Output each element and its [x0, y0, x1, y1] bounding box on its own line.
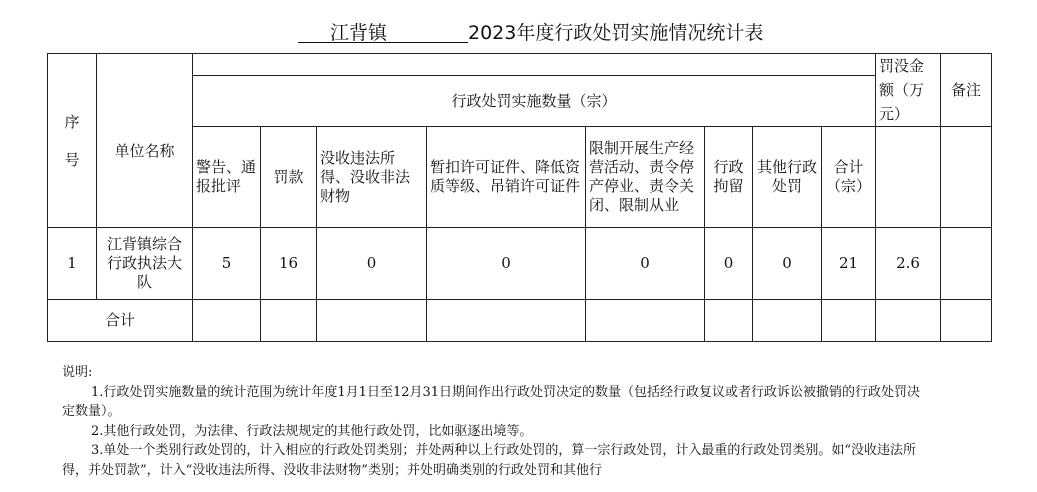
- header-suspension-label: 暂扣许可证件、降低资质等级、吊销许可证件: [430, 158, 581, 195]
- total-cell: [427, 300, 586, 342]
- header-suspension: [427, 127, 586, 228]
- header-amount-blank: [876, 127, 941, 228]
- note-item-2: 2.其他行政处罚，为法律、行政法规规定的其他行政处罚，比如驱逐出境等。: [91, 423, 533, 439]
- header-remark: [941, 54, 992, 127]
- note-item-1: 1.行政处罚实施数量的统计范围为统计年度1月1日至12月31日期间作出行政处罚决定的数量（包括经行政复议或者行政诉讼被撤销的行政处罚决定数量）。: [62, 384, 921, 419]
- header-seq-label: 序号: [64, 112, 80, 169]
- row-unit: 江背镇综合行政执法大队: [97, 228, 193, 300]
- header-group: [193, 76, 876, 127]
- header-fine-amount: [876, 54, 941, 127]
- header-detention-label: 行政拘留: [713, 158, 744, 195]
- notes-heading: 说明:: [62, 365, 93, 380]
- total-cell: [586, 300, 705, 342]
- header-warning-label: 警告、通报批评: [196, 158, 257, 195]
- header-restriction-label: 限制开展生产经营活动、责令停产停业、责令关闭、限制从业: [589, 139, 695, 214]
- header-unit-name: [97, 76, 193, 228]
- header-other-label: 其他行政处罚: [756, 158, 817, 195]
- total-row-label: 合计: [48, 300, 193, 342]
- total-cell: [317, 300, 427, 342]
- header-seq: [48, 54, 97, 228]
- header-remark-label: 备注: [950, 80, 981, 99]
- row-restriction: 0: [586, 228, 705, 300]
- total-row: [48, 300, 992, 342]
- header-detention: [705, 127, 753, 228]
- table-row: [48, 228, 992, 300]
- header-unit-top: [97, 54, 193, 76]
- title-unit-underline: [298, 18, 468, 43]
- header-warning: [193, 127, 261, 228]
- header-total: [822, 127, 876, 228]
- table-title: [0, 18, 1037, 46]
- row-warning: 5: [193, 228, 261, 300]
- row-detention: 0: [705, 228, 753, 300]
- notes: [62, 363, 932, 480]
- title-unit: 江背镇: [330, 22, 388, 44]
- header-fine-label: 罚款: [273, 167, 304, 186]
- header-confiscation: [317, 127, 427, 228]
- total-cell: [822, 300, 876, 342]
- header-fine-amount-label: 罚没金额（万元）: [879, 57, 925, 123]
- row-remark: [941, 228, 992, 300]
- total-cell: [705, 300, 753, 342]
- header-total-label: 合计（宗）: [825, 158, 871, 195]
- header-group-label: 行政处罚实施数量（宗）: [451, 91, 617, 110]
- header-unit-name-label: 单位名称: [114, 141, 175, 160]
- total-cell: [941, 300, 992, 342]
- row-amount: 2.6: [876, 228, 941, 300]
- header-fine: [261, 127, 317, 228]
- row-confiscation: 0: [317, 228, 427, 300]
- header-other: [753, 127, 822, 228]
- row-total: 21: [822, 228, 876, 300]
- total-cell: [753, 300, 822, 342]
- row-fine: 16: [261, 228, 317, 300]
- total-cell: [876, 300, 941, 342]
- header-remark-blank: [941, 127, 992, 228]
- row-suspension: 0: [427, 228, 586, 300]
- note-item-3: 3.单处一个类别行政处罚的，计入相应的行政处罚类别；并处两种以上行政处罚的，算一宗行政处罚，计入最重的行政处罚类别。如“没收违法所得，并处罚款”，计入“没收违法所得、没收非法财物”类别；并处明确类别的行政处罚和其他行: [62, 443, 917, 478]
- header-confiscation-label: 没收违法所得、没收非法财物: [320, 148, 411, 205]
- header-blank-band: [193, 54, 876, 76]
- total-cell: [193, 300, 261, 342]
- row-other: 0: [753, 228, 822, 300]
- row-seq: 1: [48, 228, 97, 300]
- total-cell: [261, 300, 317, 342]
- title-name: 2023年度行政处罚实施情况统计表: [468, 22, 764, 44]
- header-restriction: [586, 127, 705, 228]
- statistics-table: [47, 53, 992, 342]
